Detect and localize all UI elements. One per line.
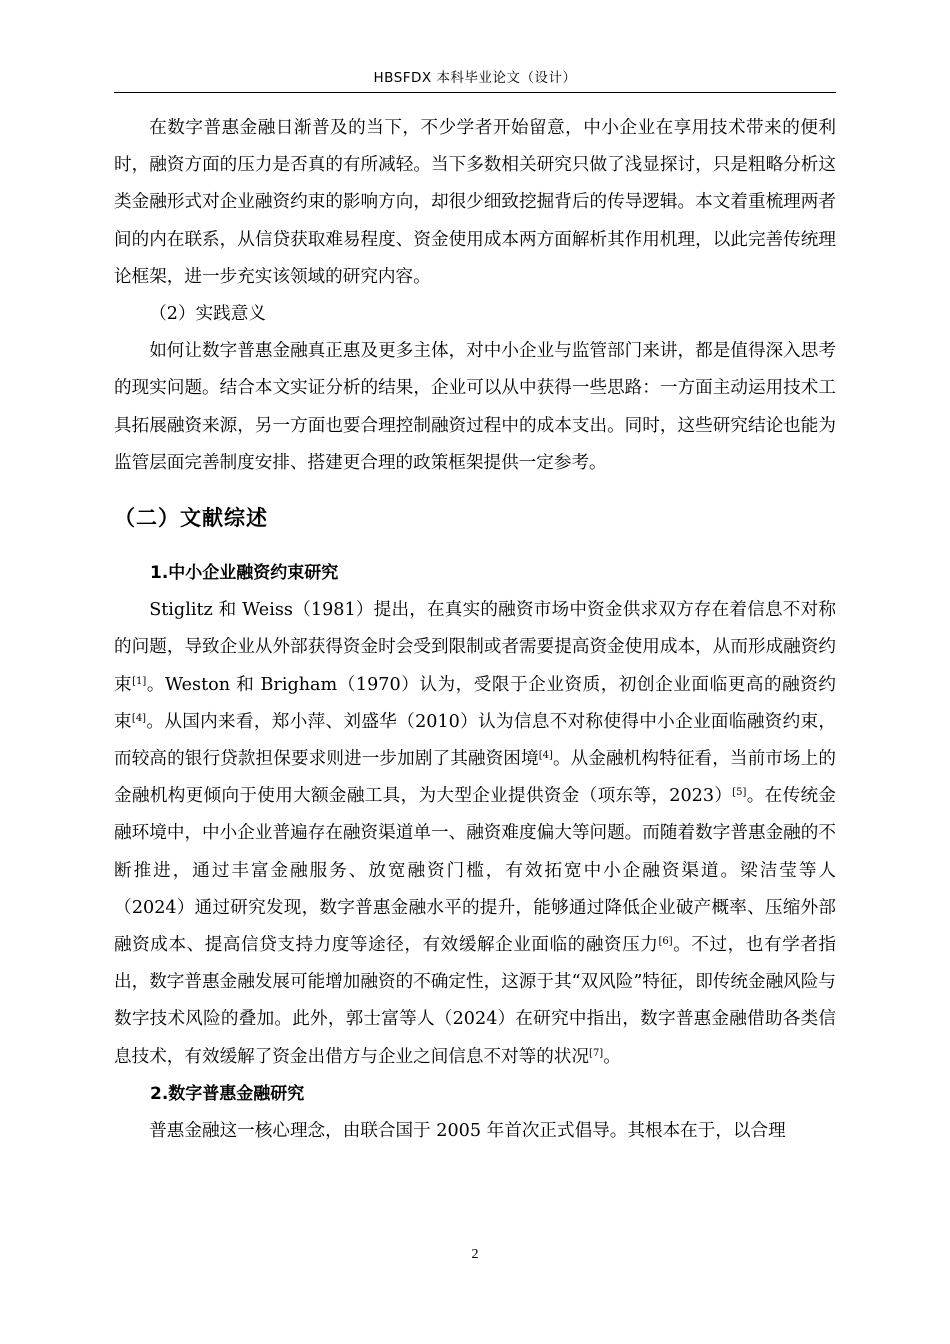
- citation-ref: [6]: [658, 936, 673, 948]
- citation-ref: [1]: [132, 675, 147, 687]
- text-segment: 。从国内来看，郑小萍、刘盛华（2010）认为信息不对称使得中小企业面临融资约束，而较高的银行贷款担保要求则进一步加剧了其融资困境: [114, 711, 836, 770]
- text-segment: 。: [603, 1046, 621, 1067]
- subsection-heading-digital-inclusive-finance: 2.数字普惠金融研究: [150, 1083, 305, 1104]
- text-segment: 。从金融机构特征看，当前市场上的金融机构更倾向于使用大额金融工具，为大型企业提供资金（项东等，2023）: [114, 749, 836, 807]
- page-number: 2: [471, 1247, 479, 1262]
- header-rule: [114, 92, 836, 93]
- body-text: [114, 110, 836, 1150]
- section-heading-literature-review: （二）文献综述: [114, 506, 268, 531]
- text-segment: Stiglitz 和 Weiss（1981）提出，在真实的融资市场中资金供求双方存在着信息不对称的问题，导致企业从外部获得资金时会受到限制或者需要提高资金使用成本，从而形成融资约束: [114, 600, 836, 695]
- text-segment: 。不过，也有学者指出，数字普惠金融发展可能增加融资的不确定性，这源于其“双风险”特征，即传统金融风险与数字技术风险的叠加。此外，郭士富等人（2024）在研究中指出，数字普惠金融借助各类信息技术，有效缓解了资金出借方与企业之间信息不对等的状况: [114, 935, 836, 1067]
- citation-ref: [7]: [589, 1047, 604, 1059]
- citation-ref: [5]: [732, 787, 747, 799]
- paragraph-practical-significance: 如何让数字普惠金融真正惠及更多主体，对中小企业与监管部门来讲，都是值得深入思考的现实问题。结合本文实证分析的结果，企业可以从中获得一些思路：一方面主动运用技术工具拓展融资来源，另一方面也要合理控制融资过程中的成本支出。同时，这些研究结论也能为监管层面完善制度安排、搭建更合理的政策框架提供一定参考。: [114, 341, 836, 473]
- paragraph-digital-inclusive-finance: 普惠金融这一核心理念，由联合国于 2005 年首次正式倡导。其根本在于，以合理: [149, 1121, 786, 1142]
- paragraph-financing-constraints: [114, 592, 836, 1076]
- subheading-practical-significance: （2）实践意义: [149, 304, 266, 325]
- citation-ref: [4]: [131, 712, 147, 724]
- running-header: HBSFDX 本科毕业论文（设计）: [373, 70, 577, 86]
- text-segment: 。在传统金融环境中，中小企业普遍存在融资渠道单一、融资难度偏大等问题。而随着数字普惠金融的不断推进，通过丰富金融服务、放宽融资门槛，有效拓宽中小企融资渠道。梁洁莹等人（2024）通过研究发现，数字普惠金融水平的提升，能够通过降低企业破产概率、压缩外部融资成本、提高信贷支持力度等途径，有效缓解企业面临的融资压力: [114, 786, 836, 956]
- text-segment: 。Weston 和 Brigham（1970）认为，受限于企业资质，初创企业面临更高的融资约束: [114, 674, 836, 732]
- subsection-heading-financing-constraints: 1.中小企业融资约束研究: [150, 563, 339, 584]
- citation-ref: [4]: [538, 750, 553, 762]
- paragraph-theory-significance: 在数字普惠金融日渐普及的当下，不少学者开始留意，中小企业在享用技术带来的便利时，融资方面的压力是否真的有所减轻。当下多数相关研究只做了浅显探讨，只是粗略分析这类金融形式对企业融资约束的影响方向，却很少细致挖掘背后的传导逻辑。本文着重梳理两者间的内在联系，从信贷获取难易程度、资金使用成本两方面解析其作用机理，以此完善传统理论框架，进一步充实该领域的研究内容。: [114, 118, 836, 287]
